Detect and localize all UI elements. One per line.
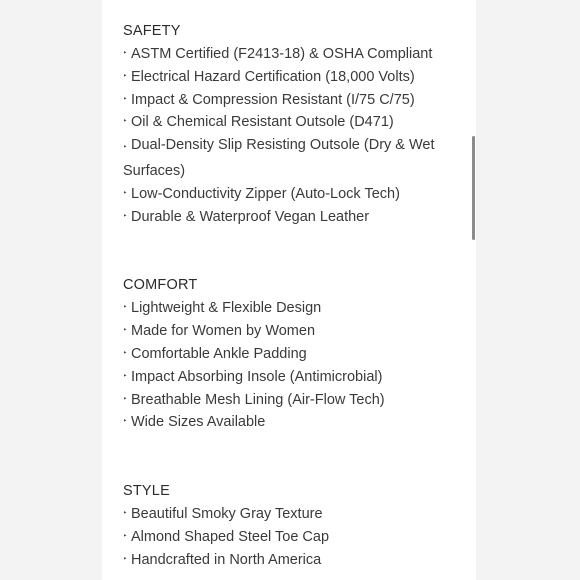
bullet-icon: ‣: [123, 304, 128, 312]
list-item: ‣ Durable & Waterproof Vegan Leather: [123, 206, 443, 229]
section-comfort: [123, 274, 443, 434]
bullet-icon: ‣: [123, 144, 128, 152]
list-item: ‣ Electrical Hazard Certification (18,000 Volts): [123, 66, 443, 89]
bullet-icon: ‣: [123, 372, 128, 380]
bullet-icon: ‣: [123, 95, 128, 103]
bullet-icon: ‣: [123, 349, 128, 357]
list-item: ‣ Almond Shaped Steel Toe Cap: [123, 526, 443, 549]
bullet-icon: ‣: [123, 212, 128, 220]
bullet-icon: ‣: [123, 327, 128, 335]
list-item: ‣ Lightweight & Flexible Design: [123, 297, 443, 320]
section-style: [123, 480, 443, 571]
list-item: ‣ Oil & Chemical Resistant Outsole (D471): [123, 111, 443, 134]
list-item: ‣ Breathable Mesh Lining (Air-Flow Tech): [123, 389, 443, 412]
list-item: ‣ Impact & Compression Resistant (I/75 C/75): [123, 89, 443, 112]
list-item: ‣ Wide Sizes Available: [123, 411, 443, 434]
list-item: ‣ Made for Women by Women: [123, 320, 443, 343]
bullet-icon: ‣: [123, 418, 128, 426]
section-title-style: STYLE: [123, 483, 170, 500]
list-item: ‣ Handcrafted in North America: [123, 549, 443, 572]
list-item: ‣ ASTM Certified (F2413-18) & OSHA Compliant: [123, 43, 443, 66]
section-title-comfort: COMFORT: [123, 277, 198, 294]
bullet-icon: ‣: [123, 189, 128, 197]
section-safety: [123, 20, 443, 228]
list-item: ‣ Comfortable Ankle Padding: [123, 343, 443, 366]
list-item: ‣ Dual-Density Slip Resisting Outsole (Dry & Wet Surfaces): [123, 137, 435, 179]
bullet-icon: ‣: [123, 50, 128, 57]
bullet-icon: ‣: [123, 118, 128, 126]
bullet-icon: ‣: [123, 532, 128, 540]
feature-list: [123, 20, 443, 580]
section-title-safety: SAFETY: [123, 23, 181, 39]
vertical-scrollbar[interactable]: [472, 136, 475, 240]
bullet-icon: ‣: [123, 510, 128, 518]
list-item: ‣ Impact Absorbing Insole (Antimicrobial): [123, 366, 443, 389]
bullet-icon: ‣: [123, 555, 128, 563]
list-item: ‣ Beautiful Smoky Gray Texture: [123, 503, 443, 526]
list-item: ‣ Low-Conductivity Zipper (Auto-Lock Tech): [123, 183, 443, 206]
bullet-icon: ‣: [123, 72, 128, 80]
bullet-icon: ‣: [123, 395, 128, 403]
